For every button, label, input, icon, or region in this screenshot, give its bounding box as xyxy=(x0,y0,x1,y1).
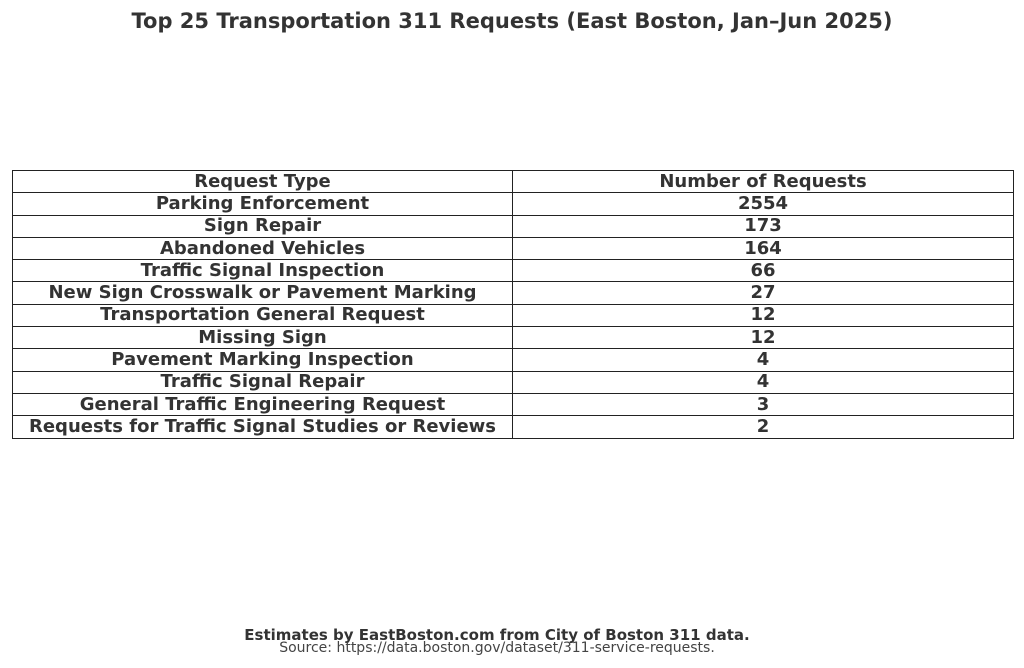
request-count-cell: 66 xyxy=(513,260,1014,282)
table-row xyxy=(13,304,1014,326)
request-type-cell: Missing Sign xyxy=(13,327,513,349)
table-body xyxy=(13,193,1014,438)
request-count-cell: 12 xyxy=(513,304,1014,326)
request-count-cell: 164 xyxy=(513,237,1014,259)
column-header-number-of-requests: Number of Requests xyxy=(513,171,1014,193)
table-row xyxy=(13,327,1014,349)
table-row xyxy=(13,260,1014,282)
request-type-cell: Traffic Signal Repair xyxy=(13,371,513,393)
table-row xyxy=(13,193,1014,215)
table-row xyxy=(13,371,1014,393)
request-type-cell: Pavement Marking Inspection xyxy=(13,349,513,371)
footer-source: Source: https://data.boston.gov/dataset/311-service-requests. xyxy=(279,640,715,656)
request-count-cell: 3 xyxy=(513,393,1014,415)
column-header-request-type: Request Type xyxy=(13,171,513,193)
request-count-cell: 2 xyxy=(513,416,1014,438)
request-type-cell: Requests for Traffic Signal Studies or Reviews xyxy=(13,416,513,438)
request-type-cell: Abandoned Vehicles xyxy=(13,237,513,259)
request-count-cell: 2554 xyxy=(513,193,1014,215)
request-count-cell: 12 xyxy=(513,327,1014,349)
request-type-cell: New Sign Crosswalk or Pavement Marking xyxy=(13,282,513,304)
table-row xyxy=(13,416,1014,438)
request-type-cell: Sign Repair xyxy=(13,215,513,237)
request-type-cell: General Traffic Engineering Request xyxy=(13,393,513,415)
table-row xyxy=(13,393,1014,415)
requests-table xyxy=(12,170,1014,439)
table-row xyxy=(13,215,1014,237)
request-type-cell: Traffic Signal Inspection xyxy=(13,260,513,282)
table-row xyxy=(13,237,1014,259)
table-row xyxy=(13,349,1014,371)
table-row xyxy=(13,282,1014,304)
chart-title: Top 25 Transportation 311 Requests (East Boston, Jan–Jun 2025) xyxy=(131,9,893,33)
table-header-row xyxy=(13,171,1014,193)
request-count-cell: 4 xyxy=(513,349,1014,371)
request-count-cell: 4 xyxy=(513,371,1014,393)
request-count-cell: 27 xyxy=(513,282,1014,304)
request-type-cell: Transportation General Request xyxy=(13,304,513,326)
request-type-cell: Parking Enforcement xyxy=(13,193,513,215)
request-count-cell: 173 xyxy=(513,215,1014,237)
footer-credit: Estimates by EastBoston.com from City of Boston 311 data. xyxy=(244,626,750,644)
